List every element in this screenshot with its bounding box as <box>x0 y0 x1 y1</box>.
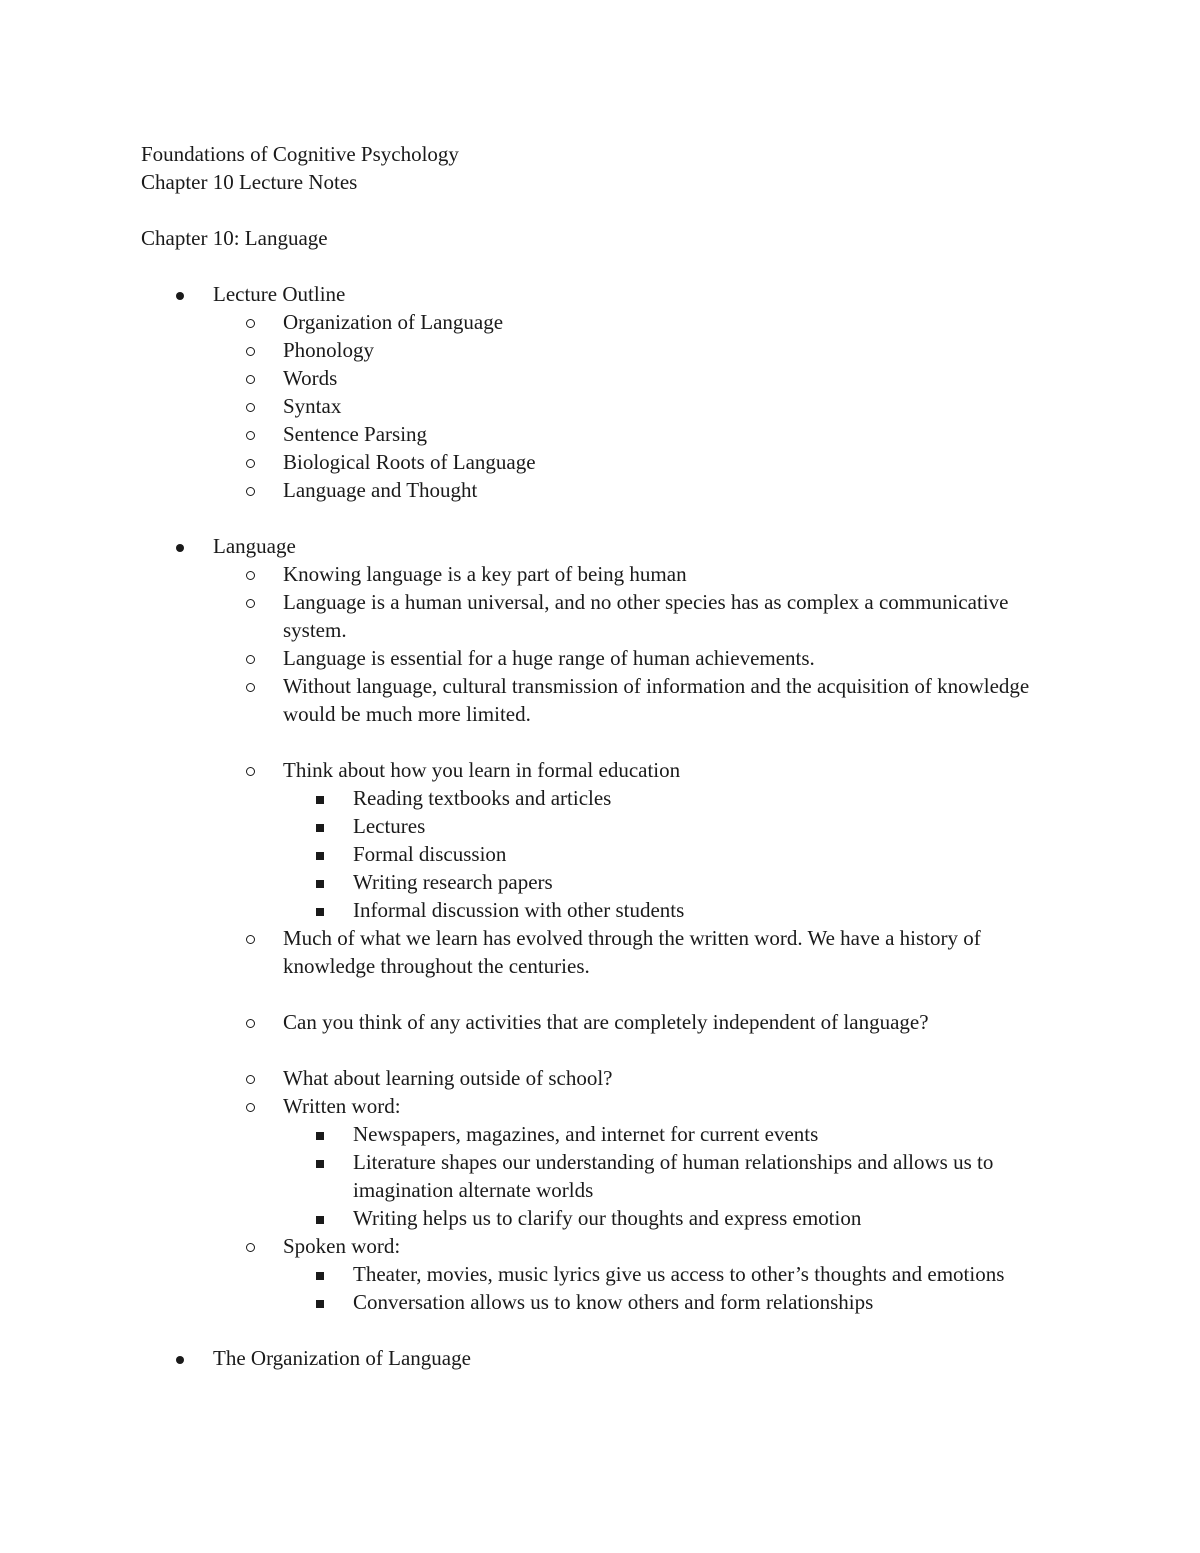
list-item: Organization of Language <box>241 308 1061 336</box>
list-item: Without language, cultural transmission of information and the acquisition of knowledge would be much more limited. <box>241 672 1061 728</box>
circle-bullet-icon <box>241 644 283 672</box>
circle-bullet-icon <box>241 756 283 784</box>
list-item: Knowing language is a key part of being human <box>241 560 1061 588</box>
list-item: Language is essential for a huge range of human achievements. <box>241 644 1061 672</box>
circle-bullet-icon <box>241 392 283 420</box>
list-item-spoken-word: Spoken word: <box>241 1232 1061 1260</box>
list-item-lecture-outline <box>171 280 1061 308</box>
list-item: Biological Roots of Language <box>241 448 1061 476</box>
list-item: Writing research papers <box>311 868 1061 896</box>
list-item: Language is a human universal, and no other species has as complex a communicative system. <box>241 588 1061 644</box>
course-title: Foundations of Cognitive Psychology <box>141 142 459 166</box>
square-bullet-icon <box>311 1260 353 1288</box>
square-bullet-icon <box>311 840 353 868</box>
list-item-written-word: Written word: <box>241 1092 1061 1120</box>
circle-bullet-icon <box>241 364 283 392</box>
square-bullet-icon <box>311 1148 353 1176</box>
list-item: Informal discussion with other students <box>311 896 1061 924</box>
list-item: Writing helps us to clarify our thoughts and express emotion <box>311 1204 1061 1232</box>
list-item: Reading textbooks and articles <box>311 784 1061 812</box>
square-bullet-icon <box>311 896 353 924</box>
square-bullet-icon <box>311 1120 353 1148</box>
list-item: Syntax <box>241 392 1061 420</box>
disc-bullet-icon <box>171 1344 213 1372</box>
list-item: What about learning outside of school? <box>241 1064 1061 1092</box>
chapter-title: Chapter 10: Language <box>141 226 328 250</box>
square-bullet-icon <box>311 1288 353 1316</box>
circle-bullet-icon <box>241 1232 283 1260</box>
list-item: Much of what we learn has evolved through the written word. We have a history of knowledge throughout the centuries. <box>241 924 1061 980</box>
list-item-question: Can you think of any activities that are completely independent of language? <box>241 1008 1061 1036</box>
circle-bullet-icon <box>241 560 283 588</box>
list-item-label: Lecture Outline <box>213 282 346 306</box>
list-item: Sentence Parsing <box>241 420 1061 448</box>
list-item: Theater, movies, music lyrics give us access to other’s thoughts and emotions <box>311 1260 1061 1288</box>
circle-bullet-icon <box>241 476 283 504</box>
list-item: Phonology <box>241 336 1061 364</box>
list-item: Formal discussion <box>311 840 1061 868</box>
list-item: Newspapers, magazines, and internet for current events <box>311 1120 1061 1148</box>
list-item-formal-education: Think about how you learn in formal education <box>241 756 1061 784</box>
square-bullet-icon <box>311 1204 353 1232</box>
disc-bullet-icon <box>171 532 213 560</box>
list-item: Language and Thought <box>241 476 1061 504</box>
circle-bullet-icon <box>241 448 283 476</box>
circle-bullet-icon <box>241 420 283 448</box>
list-item: Words <box>241 364 1061 392</box>
circle-bullet-icon <box>241 1092 283 1120</box>
list-item: Lectures <box>311 812 1061 840</box>
list-item-language: Language <box>171 532 1061 560</box>
circle-bullet-icon <box>241 1008 283 1036</box>
list-item-organization-of-language: The Organization of Language <box>171 1344 1061 1372</box>
list-item: Conversation allows us to know others and form relationships <box>311 1288 1061 1316</box>
circle-bullet-icon <box>241 672 283 700</box>
circle-bullet-icon <box>241 588 283 616</box>
square-bullet-icon <box>311 812 353 840</box>
notes-subtitle: Chapter 10 Lecture Notes <box>141 170 358 194</box>
circle-bullet-icon <box>241 1064 283 1092</box>
list-item: Literature shapes our understanding of human relationships and allows us to imagination alternate worlds <box>311 1148 1061 1204</box>
disc-bullet-icon <box>171 280 213 308</box>
square-bullet-icon <box>311 784 353 812</box>
circle-bullet-icon <box>241 924 283 952</box>
circle-bullet-icon <box>241 336 283 364</box>
square-bullet-icon <box>311 868 353 896</box>
circle-bullet-icon <box>241 308 283 336</box>
document-page <box>141 140 1061 1372</box>
